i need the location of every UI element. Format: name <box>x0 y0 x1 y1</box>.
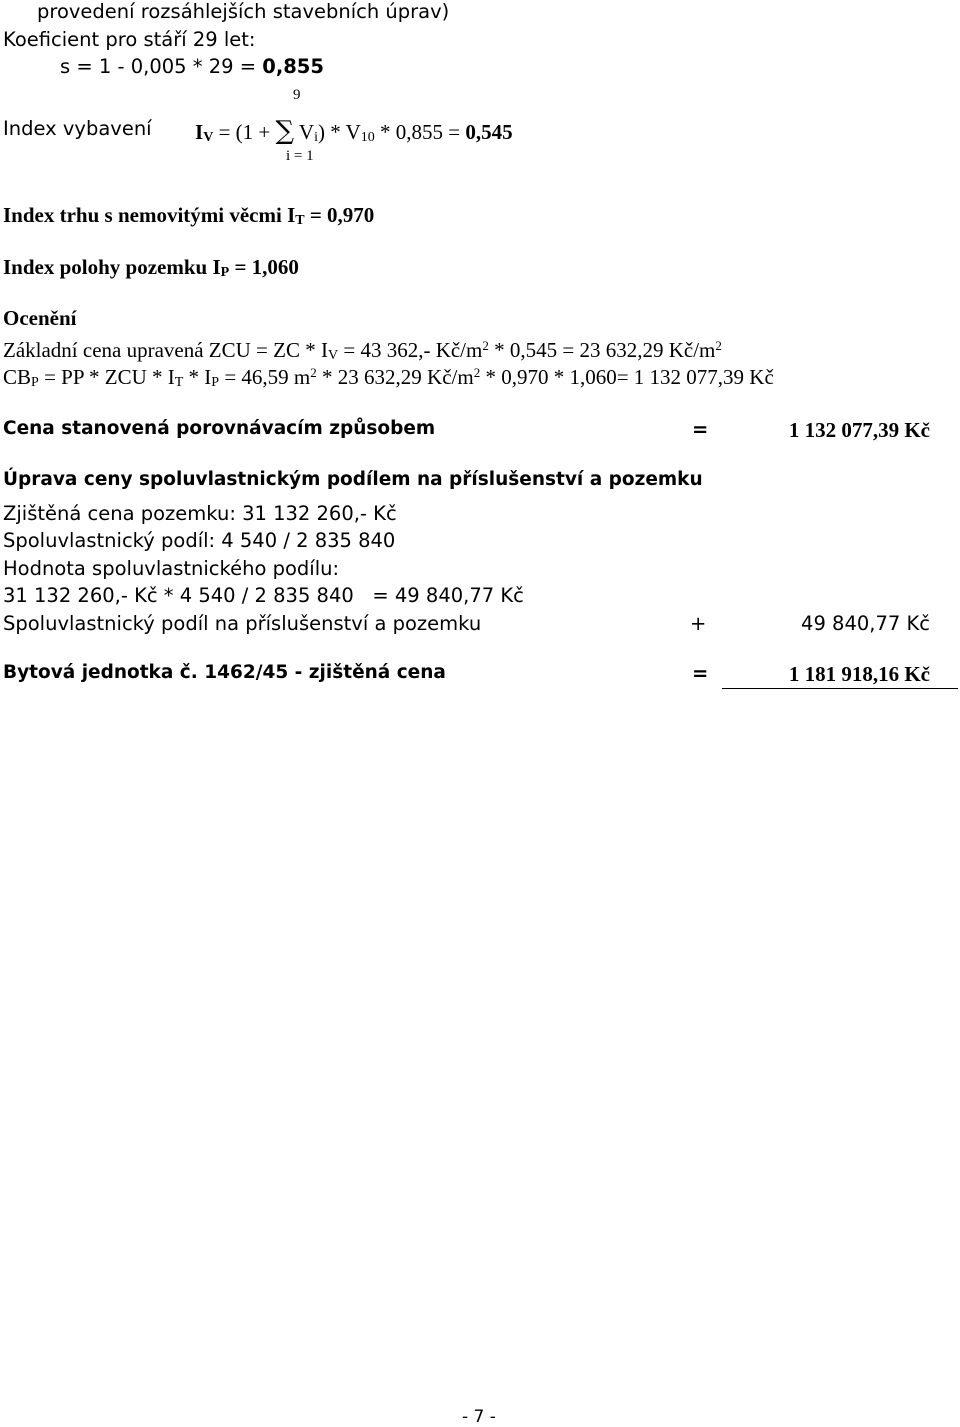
section-uprava-ceny: Úprava ceny spoluvlastnickým podílem na příslušenství a pozemku <box>3 469 703 490</box>
cena-porovnavaci-operator: = <box>692 418 709 441</box>
hodnota-podilu-label: Hodnota spoluvlastnického podílu: <box>3 557 340 580</box>
text-line-2: Koeficient pro stáří 29 let: <box>3 28 256 51</box>
index-vybaveni-formula: $I_V = (1$ + ∑ $V_i) * V_{10} * 0,855 = 0,545$ <box>195 116 513 146</box>
index-vybaveni-label: Index vybavení <box>3 117 152 140</box>
bytova-jednotka-label: Bytová jednotka č. 1462/45 - zjištěná cena <box>3 662 446 683</box>
bytova-jednotka-value: 1 181 918,16 Kč <box>788 662 930 686</box>
sigma-icon: ∑ <box>275 116 295 146</box>
index-trhu: Index trhu s nemovitými věcmi $I_T = 0,970$ <box>3 203 375 228</box>
section-oceneni: Ocenění <box>3 306 77 330</box>
podil-prislusenstvi-operator: + <box>690 612 707 635</box>
podil-prislusenstvi-label: Spoluvlastnický podíl na příslušenství a pozemku <box>3 612 482 635</box>
formula-s-text: s = 1 - 0,005 * 29 = <box>60 55 263 78</box>
formula-s-result: 0,855 <box>262 55 324 78</box>
sum-lower-limit: i = 1 <box>286 148 314 164</box>
sum-upper-limit: 9 <box>293 87 301 103</box>
hodnota-podilu-vypocet: 31 132 260,- Kč * 4 540 / 2 835 840 = 49 840,77 Kč <box>3 584 524 607</box>
bytova-jednotka-operator: = <box>692 662 709 685</box>
index-polohy: Index polohy pozemku $I_P = 1,060$ <box>3 255 299 280</box>
page-number: - 7 - <box>462 1407 496 1427</box>
text-line-1: provedení rozsáhlejších stavebních úprav) <box>37 0 450 23</box>
zjistena-cena-pozemku: Zjištěná cena pozemku: 31 132 260,- Kč <box>3 502 397 525</box>
podil-prislusenstvi-value: 49 840,77 Kč <box>801 612 930 635</box>
cbp-formula: $CB_P$ = PP * ZCU * $I_T * I_P = 46,59$ $m^2 * 23$ 632,29 $Kč/m^2 * 0,970 * 1,060= 1$ 132 077,39 Kč <box>3 365 774 390</box>
cena-porovnavaci-value: 1 132 077,39 Kč <box>788 418 930 442</box>
iv-symbol: $I_V$ <box>195 120 214 145</box>
total-underline <box>722 688 958 689</box>
formula-s <box>60 57 324 77</box>
zcu-formula: Základní cena upravená ZCU = ZC * $I_V = 43$ 362,- $Kč/m^2 * 0,545 = 23$ 632,29 $Kč/m^2$ <box>3 338 722 363</box>
spoluvlastnicky-podil: Spoluvlastnický podíl: 4 540 / 2 835 840 <box>3 529 396 552</box>
cena-porovnavaci-label: Cena stanovená porovnávacím způsobem <box>3 418 436 439</box>
index-vybaveni-result: 0,545 <box>465 120 513 144</box>
